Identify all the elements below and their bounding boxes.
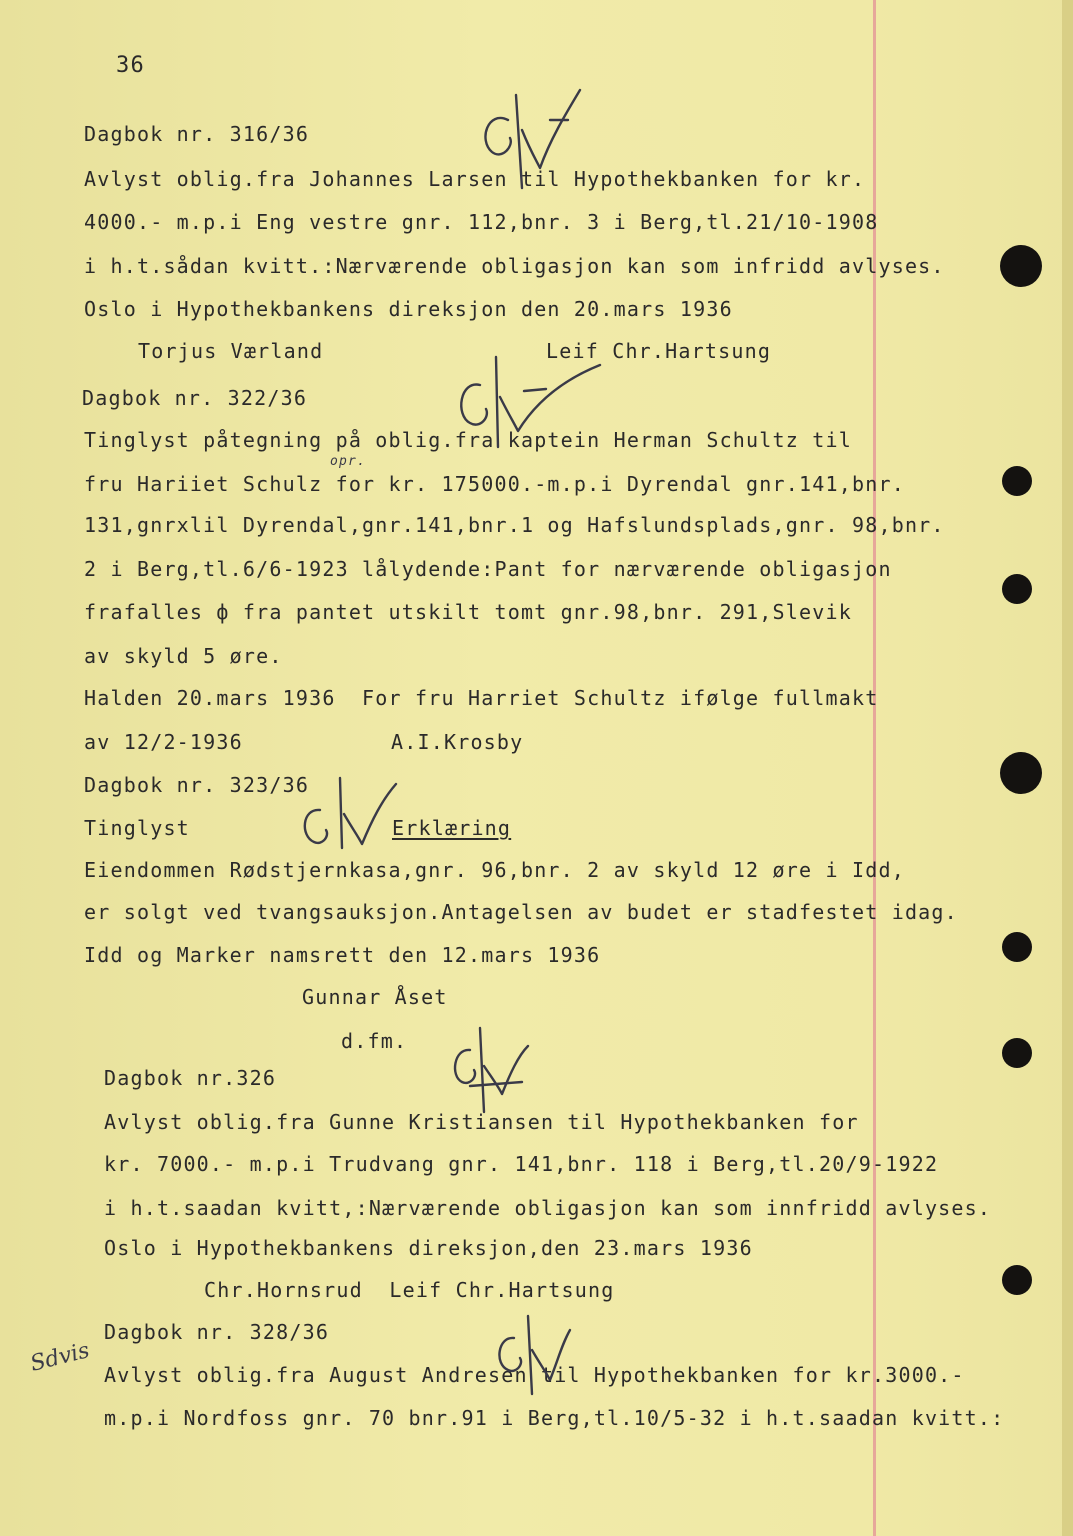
punch-hole [1002, 1038, 1032, 1068]
text-line: 131,gnrxlil Dyrendal,gnr.141,bnr.1 og Hafslundsplads,gnr. 98,bnr. [84, 513, 945, 537]
page-edge [1062, 0, 1073, 1536]
entry-heading: Dagbok nr. 328/36 [104, 1320, 330, 1344]
text-line: av 12/2-1936 [84, 730, 243, 754]
text-line: i h.t.saadan kvitt,:Nærværende obligasjon kan som innfridd avlyses. [104, 1196, 992, 1220]
text-line: Tinglyst påtegning på oblig.fra kaptein Herman Schultz til [84, 428, 852, 452]
entry-heading: Dagbok nr. 322/36 [82, 386, 308, 410]
page-number: 36 [116, 53, 145, 78]
punch-hole [1002, 1265, 1032, 1295]
punch-hole [1002, 574, 1032, 604]
entry-heading: Dagbok nr. 316/36 [84, 122, 310, 146]
handwritten-insertion: opr. [330, 454, 367, 469]
handwritten-initials [450, 345, 610, 455]
text-line: kr. 7000.- m.p.i Trudvang gnr. 141,bnr. 118 i Berg,tl.20/9-1922 [104, 1152, 939, 1176]
signature-name: Leif Chr.Hartsung [546, 339, 772, 363]
text-line: av skyld 5 øre. [84, 644, 283, 668]
text-line: fru Hariiet Schulz for kr. 175000.-m.p.i Dyrendal gnr.141,bnr. [84, 472, 905, 496]
signature-name: Torjus Værland [138, 339, 324, 363]
margin-note: Sdvis [27, 1338, 93, 1377]
handwritten-initials [440, 1020, 540, 1120]
punch-hole [1000, 245, 1042, 287]
text-line: m.p.i Nordfoss gnr. 70 bnr.91 i Berg,tl.10/5-32 i h.t.saadan kvitt.: [104, 1406, 1005, 1430]
signature-name: A.I.Krosby [391, 730, 524, 754]
document-title: Erklæring [392, 816, 512, 840]
punch-hole [1000, 752, 1042, 794]
text-line: i h.t.sådan kvitt.:Nærværende obligasjon kan som infridd avlyses. [84, 254, 945, 278]
text-line: Halden 20.mars 1936 For fru Harriet Schultz ifølge fullmakt [84, 686, 879, 710]
handwritten-initials [470, 80, 590, 190]
text-line: 4000.- m.p.i Eng vestre gnr. 112,bnr. 3 i Berg,tl.21/10-1908 [84, 210, 879, 234]
signature-name: Chr.Hornsrud Leif Chr.Hartsung [204, 1278, 615, 1302]
entry-heading: Dagbok nr.326 [104, 1066, 277, 1090]
text-line: d.fm. [341, 1029, 408, 1053]
text-line: Idd og Marker namsrett den 12.mars 1936 [84, 943, 601, 967]
punch-hole [1002, 466, 1032, 496]
text-line: Eiendommen Rødstjernkasa,gnr. 96,bnr. 2 av skyld 12 øre i Idd, [84, 858, 905, 882]
text-line: Oslo i Hypothekbankens direksjon den 20.mars 1936 [84, 297, 733, 321]
text-line: 2 i Berg,tl.6/6-1923 lålydende:Pant for nærværende obligasjon [84, 557, 892, 581]
punch-hole [1002, 932, 1032, 962]
signature-name: Gunnar Åset [302, 985, 448, 1009]
text-line: Avlyst oblig.fra Johannes Larsen til Hypothekbanken for kr. [84, 167, 866, 191]
handwritten-initials [296, 770, 406, 860]
text-line: frafalles ф fra pantet utskilt tomt gnr.98,bnr. 291,Slevik [84, 600, 852, 624]
text-line: Oslo i Hypothekbankens direksjon,den 23.mars 1936 [104, 1236, 753, 1260]
text-line: Avlyst oblig.fra Gunne Kristiansen til Hypothekbanken for [104, 1110, 859, 1134]
text-line: er solgt ved tvangsauksjon.Antagelsen av budet er stadfestet idag. [84, 900, 958, 924]
text-line: Tinglyst [84, 816, 190, 840]
entry-heading: Dagbok nr. 323/36 [84, 773, 310, 797]
text-line: Avlyst oblig.fra August Andresen til Hypothekbanken for kr.3000.- [104, 1363, 965, 1387]
handwritten-initials [488, 1310, 578, 1400]
